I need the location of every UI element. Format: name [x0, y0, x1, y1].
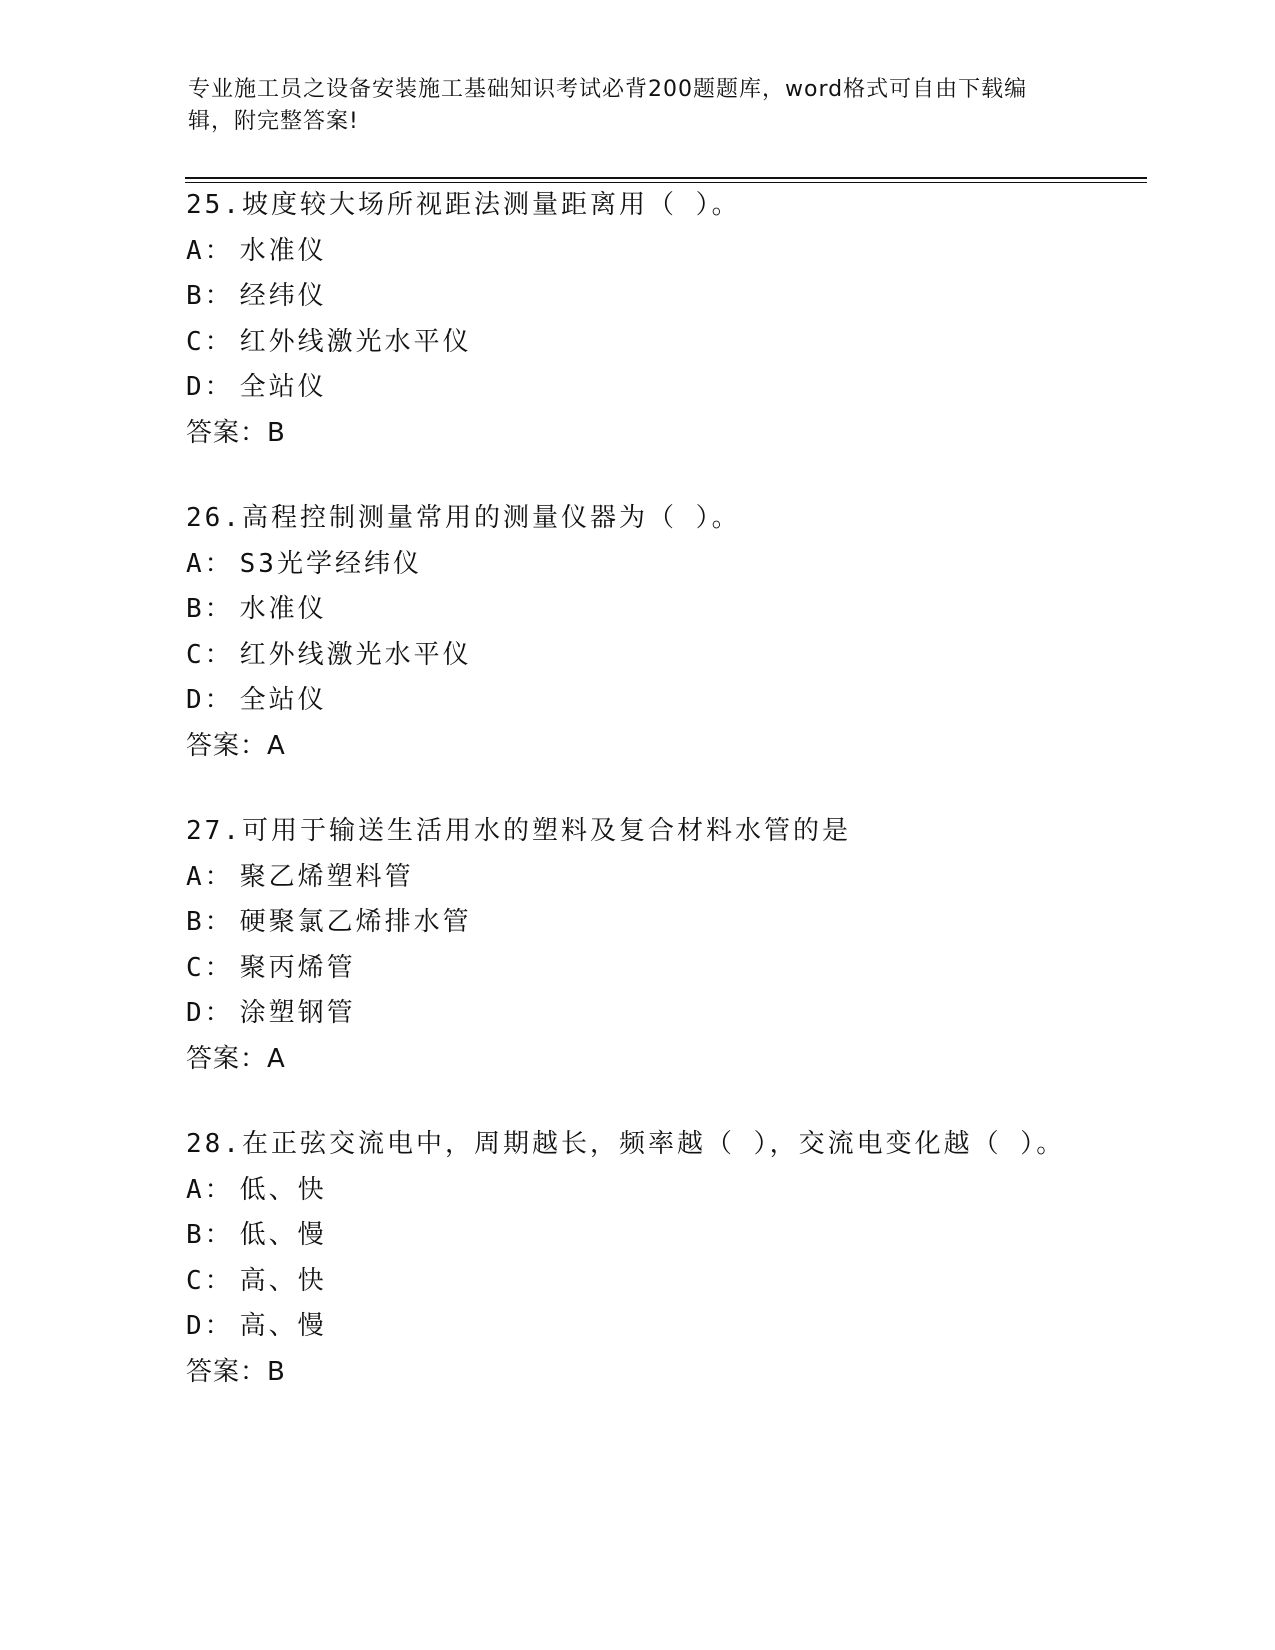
option-text: 红外线激光水平仪 [239, 639, 472, 670]
option-text: 经纬仪 [239, 281, 327, 311]
option-key: A： [186, 548, 234, 579]
option-key: B： [186, 1220, 234, 1250]
option-text: 聚丙烯管 [239, 952, 356, 983]
option-text: 高、慢 [239, 1311, 327, 1341]
option-text: S3光学经纬仪 [239, 548, 422, 579]
option-b [186, 587, 1146, 633]
document-header [188, 74, 1068, 138]
option-text: 全站仪 [239, 685, 327, 715]
option-text: 涂塑钢管 [239, 998, 356, 1028]
option-c [186, 1259, 1146, 1305]
option-d [186, 991, 1146, 1037]
option-b [186, 274, 1146, 320]
option-b [186, 1213, 1146, 1259]
option-key: D： [186, 685, 234, 715]
option-text: 全站仪 [239, 372, 327, 402]
header-divider-thick [185, 177, 1147, 179]
option-key: D： [186, 1311, 234, 1341]
option-d [186, 678, 1146, 724]
answer-line: 答案：B [186, 1356, 286, 1387]
option-c [186, 633, 1146, 679]
option-c [186, 320, 1146, 366]
option-a [186, 855, 1146, 901]
question-stem: 26.高程控制测量常用的测量仪器为（ ）。 [186, 503, 741, 533]
option-key: C： [186, 952, 234, 983]
option-d [186, 365, 1146, 411]
question-block [186, 183, 1146, 456]
option-b [186, 900, 1146, 946]
option-key: B： [186, 907, 234, 937]
question-block [186, 1122, 1146, 1395]
option-key: D： [186, 998, 234, 1028]
option-key: C： [186, 326, 234, 357]
question-block [186, 496, 1146, 769]
option-key: A： [186, 861, 234, 892]
option-text: 水准仪 [239, 594, 327, 624]
option-key: A： [186, 1174, 234, 1205]
option-text: 低、慢 [239, 1220, 327, 1250]
answer-line: 答案：A [186, 730, 286, 761]
option-text: 聚乙烯塑料管 [239, 861, 414, 892]
option-key: B： [186, 281, 234, 311]
option-key: C： [186, 1265, 234, 1296]
question-stem: 27.可用于输送生活用水的塑料及复合材料水管的是 [186, 816, 851, 846]
option-a [186, 229, 1146, 275]
option-key: B： [186, 594, 234, 624]
option-key: C： [186, 639, 234, 670]
answer-line: 答案：B [186, 417, 286, 448]
option-key: D： [186, 372, 234, 402]
question-stem: 28.在正弦交流电中，周期越长，频率越（ ），交流电变化越（ ）。 [186, 1129, 1066, 1159]
question-stem: 25.坡度较大场所视距法测量距离用（ ）。 [186, 190, 741, 220]
option-a [186, 1168, 1146, 1214]
question-block [186, 809, 1146, 1082]
option-key: A： [186, 235, 234, 266]
option-c [186, 946, 1146, 992]
answer-line: 答案：A [186, 1043, 286, 1074]
header-title: 专业施工员之设备安装施工基础知识考试必背200题题库，word格式可自由下载编辑，附完整答案! [188, 77, 1028, 134]
option-text: 水准仪 [239, 235, 327, 266]
option-text: 硬聚氯乙烯排水管 [239, 907, 472, 937]
option-text: 红外线激光水平仪 [239, 326, 472, 357]
option-d [186, 1304, 1146, 1350]
option-text: 高、快 [239, 1265, 327, 1296]
option-a [186, 542, 1146, 588]
option-text: 低、快 [239, 1174, 327, 1205]
